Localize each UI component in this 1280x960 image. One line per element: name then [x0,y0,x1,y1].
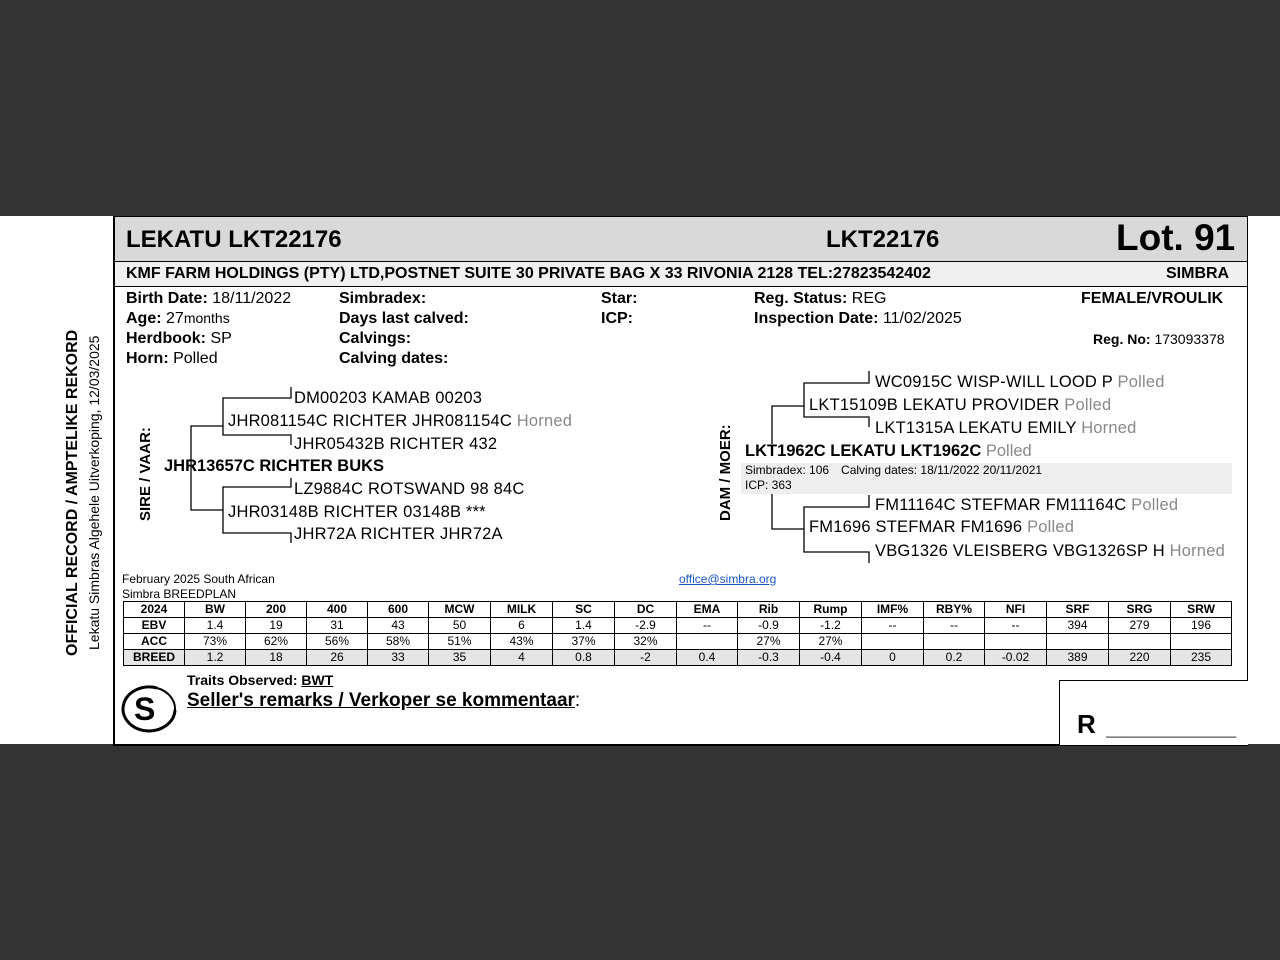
sire-sire-sire: DM00203 KAMAB 00203 [294,389,483,407]
ebv-cell: NFI [985,602,1047,618]
source-line-1: February 2025 South African [122,572,275,586]
days-last-calved-label: Days last calved: [339,310,469,327]
lot-number: Lot. 91 [1116,217,1236,258]
ebv-cell: 43% [491,634,553,650]
ebv-cell: 0.2 [924,650,985,666]
ebv-cell: 4 [491,650,553,666]
ebv-cell: 58% [368,634,429,650]
sire-dam-dam: JHR72A RICHTER JHR72A [294,525,503,543]
ebv-cell: 33 [368,650,429,666]
ebv-cell: Rump [800,602,862,618]
ebv-cell: BW [185,602,246,618]
ebv-cell: 6 [491,618,553,634]
ebv-cell: ACC [124,634,185,650]
reserve-line: __________________ [1106,723,1237,738]
ebv-table [123,601,1232,666]
ebv-cell: -2 [615,650,677,666]
animal-name: LEKATU LKT22176 [126,226,342,253]
herdbook: Herdbook: SP [126,330,232,347]
ebv-cell: 2024 [124,602,185,618]
ebv-cell: 0.4 [677,650,738,666]
ebv-cell: -- [677,618,738,634]
ebv-cell: 394 [1047,618,1109,634]
sire-label: SIRE / VAAR: [137,427,154,521]
dam-icp: ICP: 363 [745,478,792,492]
ebv-cell [985,634,1047,650]
ebv-cell: 43 [368,618,429,634]
reserve-label: R [1077,709,1096,739]
breed-name: SIMBRA [1166,265,1230,282]
ebv-cell: EBV [124,618,185,634]
acc-row [124,634,1232,650]
ebv-cell: -- [924,618,985,634]
dam-sire-sire: WC0915C WISP-WILL LOOD P Polled [875,373,1165,391]
icp-label: ICP: [601,310,633,327]
ebv-cell: 1.4 [553,618,615,634]
ebv-cell [1109,634,1171,650]
ebv-cell: -0.9 [738,618,800,634]
seller-remarks: Seller's remarks / Verkoper se kommentaar: [187,690,581,711]
ebv-cell: DC [615,602,677,618]
ebv-cell [677,634,738,650]
source-line-2: Simbra BREEDPLAN [122,587,237,601]
ebv-cell: 32% [615,634,677,650]
ebv-cell: 35 [429,650,491,666]
sire-sire-dam: JHR05432B RICHTER 432 [294,435,498,453]
dam-calving-dates: Calving dates: 18/11/2022 20/11/2021 [841,463,1043,477]
reserve-price-box [1059,680,1248,745]
ebv-cell: 1.2 [185,650,246,666]
sex: FEMALE/VROULIK [1081,290,1224,307]
ebv-cell: RBY% [924,602,985,618]
dam-dam-sire: FM11164C STEFMAR FM11164C Polled [875,496,1179,514]
simbradex-label: Simbradex: [339,290,427,307]
sale-caption: Lekatu Simbras Algehele Uitverkoping, 12/03/2025 [86,335,102,650]
animal-id: LKT22176 [826,226,940,253]
ebv-cell: MCW [429,602,491,618]
dam-stats [741,463,1232,494]
ebv-cell: -0.3 [738,650,800,666]
svg-text:S: S [134,691,156,727]
ebv-cell: -2.9 [615,618,677,634]
ebv-cell [862,634,924,650]
simbra-logo [117,682,179,734]
ebv-cell: EMA [677,602,738,618]
ebv-cell: BREED [124,650,185,666]
calving-dates-label: Calving dates: [339,350,449,367]
traits-observed: Traits Observed: BWT [187,672,334,688]
dam-name: LKT1962C LEKATU LKT1962C Polled [745,442,1032,460]
ebv-cell: SRF [1047,602,1109,618]
ebv-cell: 235 [1171,650,1232,666]
ebv-cell: 27% [800,634,862,650]
ebv-cell: 56% [307,634,368,650]
ebv-row [124,618,1232,634]
sire-dam: JHR03148B RICHTER 03148B *** [228,503,486,521]
dam-dam: FM1696 STEFMAR FM1696 Polled [809,518,1075,536]
ebv-cell: -- [862,618,924,634]
ebv-cell: -0.02 [985,650,1047,666]
dam-label: DAM / MOER: [717,424,734,521]
sire-name: JHR13657C RICHTER BUKS [164,457,385,475]
ebv-cell: 18 [246,650,307,666]
email-link[interactable]: office@simbra.org [679,572,777,586]
ebv-cell: SC [553,602,615,618]
ebv-cell [1047,634,1109,650]
ebv-cell: -1.2 [800,618,862,634]
ebv-cell: 73% [185,634,246,650]
age: Age: 27months [126,310,230,327]
ebv-cell: Rib [738,602,800,618]
ebv-cell: 600 [368,602,429,618]
dam-sire-dam: LKT1315A LEKATU EMILY Horned [875,419,1137,437]
star-label: Star: [601,290,638,307]
birth-date: Birth Date: 18/11/2022 [126,290,292,307]
dam-dam-dam: VBG1326 VLEISBERG VBG1326SP H Horned [875,542,1225,560]
ebv-cell: 62% [246,634,307,650]
ebv-cell: 19 [246,618,307,634]
sire-sire: JHR081154C RICHTER JHR081154C Horned [228,412,573,430]
official-record-caption: OFFICIAL RECORD / AMPTELIKE REKORD [64,329,81,656]
ebv-cell: -- [985,618,1047,634]
record-sheet [0,216,1280,744]
ebv-cell: 196 [1171,618,1232,634]
ebv-cell: 389 [1047,650,1109,666]
ebv-cell: 200 [246,602,307,618]
ebv-cell: 50 [429,618,491,634]
sire-dam-sire: LZ9884C ROTSWAND 98 84C [294,480,525,498]
ebv-cell: MILK [491,602,553,618]
dam-simbradex: Simbradex: 106 [745,463,830,477]
ebv-cell: 1.4 [185,618,246,634]
reg-status: Reg. Status: REG [754,290,887,307]
ebv-cell: 51% [429,634,491,650]
calvings-label: Calvings: [339,330,412,347]
ebv-cell: 220 [1109,650,1171,666]
ebv-cell: 27% [738,634,800,650]
ebv-cell: 279 [1109,618,1171,634]
ebv-cell: 37% [553,634,615,650]
reg-number: Reg. No: 173093378 [1093,331,1225,347]
ebv-cell: -0.4 [800,650,862,666]
horn-status: Horn: Polled [126,350,218,367]
owner-details: KMF FARM HOLDINGS (PTY) LTD,POSTNET SUITE 30 PRIVATE BAG X 33 RIVONIA 2128 TEL:27823542402 [126,265,931,282]
ebv-cell: IMF% [862,602,924,618]
ebv-cell: SRW [1171,602,1232,618]
ebv-cell: 26 [307,650,368,666]
ebv-header-row [124,602,1232,618]
ebv-cell: 0 [862,650,924,666]
ebv-cell: 400 [307,602,368,618]
dam-sire: LKT15109B LEKATU PROVIDER Polled [809,396,1112,414]
animal-card [113,216,1248,746]
ebv-cell: 31 [307,618,368,634]
ebv-cell: SRG [1109,602,1171,618]
ebv-cell: 0.8 [553,650,615,666]
breed-row [124,650,1232,666]
ebv-cell [1171,634,1232,650]
ebv-cell [924,634,985,650]
inspection-date: Inspection Date: 11/02/2025 [754,310,962,327]
